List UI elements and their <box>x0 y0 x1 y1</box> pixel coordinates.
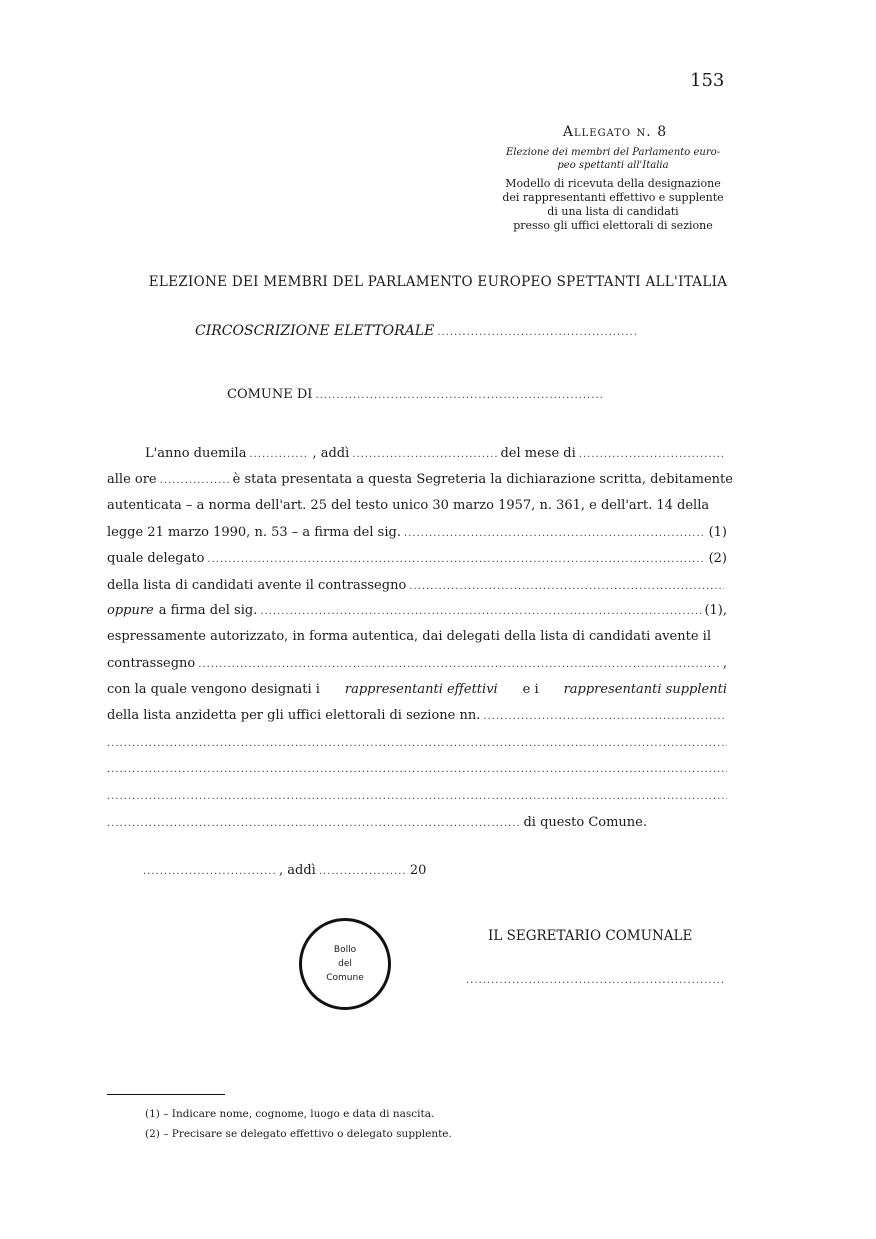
seal-text: Comune <box>326 973 364 983</box>
text: della lista anzidetta per gli uffici elettorali di sezione nn. <box>107 708 481 723</box>
subtitle-line: peo spettanti all'Italia <box>557 160 669 171</box>
body-line-2 <box>107 472 733 492</box>
comune-label: COMUNE DI <box>227 387 313 402</box>
fill-dots <box>319 863 407 878</box>
footnote-divider <box>107 1094 225 1095</box>
allegato-description <box>488 177 738 233</box>
fill-dots <box>107 788 727 803</box>
fill-dots <box>249 446 309 461</box>
text: , addì <box>312 446 350 461</box>
fill-dots <box>260 603 701 618</box>
footnote-ref: (2) <box>708 551 727 566</box>
body-line-9 <box>107 656 727 676</box>
fill-dots <box>107 735 727 750</box>
subtitle-line: Elezione dei membri del Parlamento euro- <box>505 147 721 158</box>
text: con la quale vengono designati i <box>107 682 320 697</box>
text: della lista di candidati avente il contrassegno <box>107 578 407 593</box>
text: alle ore <box>107 472 157 487</box>
text: L'anno duemila <box>145 446 247 461</box>
text: autenticata – a norma dell'art. 25 del testo unico 30 marzo 1957, n. 361, e dell'art. 14 della <box>107 498 710 513</box>
fill-dots <box>315 387 604 402</box>
seal-stamp <box>299 918 391 1010</box>
description-line: Modello di ricevuta della designazione <box>505 177 721 190</box>
body-line-14 <box>107 788 727 808</box>
allegato-heading: Allegato n. 8 <box>562 124 668 140</box>
text: e i <box>522 682 539 697</box>
body-line-8 <box>107 629 727 649</box>
fill-dots <box>409 578 724 593</box>
description-line: di una lista di candidati <box>547 205 679 218</box>
fill-dots <box>352 446 497 461</box>
signature-line <box>466 972 726 984</box>
text: contrassegno <box>107 656 196 671</box>
text: rappresentanti supplenti <box>563 682 727 697</box>
text: a firma del sig. <box>158 603 258 618</box>
fill-dots <box>198 656 720 671</box>
text: legge 21 marzo 1990, n. 53 – a firma del sig. <box>107 525 401 540</box>
text: oppure <box>107 603 154 618</box>
text: quale delegato <box>107 551 205 566</box>
text: di questo Comune. <box>523 815 647 830</box>
fill-dots <box>207 551 705 566</box>
description-line: presso gli uffici elettorali di sezione <box>513 219 713 232</box>
description-line: dei rappresentanti effettivo e supplente <box>502 191 724 204</box>
fill-dots <box>107 761 727 776</box>
text: 20 <box>409 863 427 878</box>
fill-dots <box>143 863 276 878</box>
footnote-ref: (1) <box>708 525 727 540</box>
fill-dots <box>404 525 706 540</box>
seal-text: Bollo <box>333 945 357 955</box>
fill-dots <box>107 815 520 830</box>
text: , <box>722 656 727 671</box>
footnote-1: (1) – Indicare nome, cognome, luogo e data di nascita. <box>145 1108 435 1120</box>
body-line-11 <box>107 708 727 728</box>
text: , addì <box>279 863 316 878</box>
circoscrizione-field <box>195 323 640 343</box>
text: espressamente autorizzato, in forma autentica, dai delegati della lista di candidati avente il <box>107 629 711 644</box>
body-line-13 <box>107 761 727 781</box>
date-line <box>143 863 443 883</box>
fill-dots <box>466 972 726 987</box>
body-line-15 <box>107 815 647 835</box>
seal-text: del <box>338 959 352 969</box>
body-line-7 <box>107 603 727 623</box>
body-line-12 <box>107 735 727 755</box>
fill-dots <box>579 446 724 461</box>
fill-dots <box>437 323 637 339</box>
comune-field <box>227 387 607 407</box>
document-title: ELEZIONE DEI MEMBRI DEL PARLAMENTO EUROPEO SPETTANTI ALL'ITALIA <box>148 274 728 290</box>
page-number: 153 <box>690 70 725 91</box>
text: rappresentanti effettivi <box>344 682 498 697</box>
signature-title: IL SEGRETARIO COMUNALE <box>488 928 693 944</box>
fill-dots <box>483 708 724 723</box>
fill-dots <box>160 472 230 487</box>
body-line-10 <box>107 682 727 702</box>
footnote-2: (2) – Precisare se delegato effettivo o delegato supplente. <box>145 1128 452 1140</box>
body-line-6 <box>107 578 727 598</box>
text: è stata presentata a questa Segreteria la dichiarazione scritta, debitamente <box>232 472 733 487</box>
body-line-5 <box>107 551 727 571</box>
footnote-ref: (1), <box>704 603 727 618</box>
body-line-4 <box>107 525 727 545</box>
text: del mese di <box>500 446 576 461</box>
body-line-1 <box>107 446 727 466</box>
allegato-subtitle <box>488 146 738 172</box>
body-line-3 <box>107 498 727 518</box>
circoscrizione-label: CIRCOSCRIZIONE ELETTORALE <box>195 323 435 339</box>
